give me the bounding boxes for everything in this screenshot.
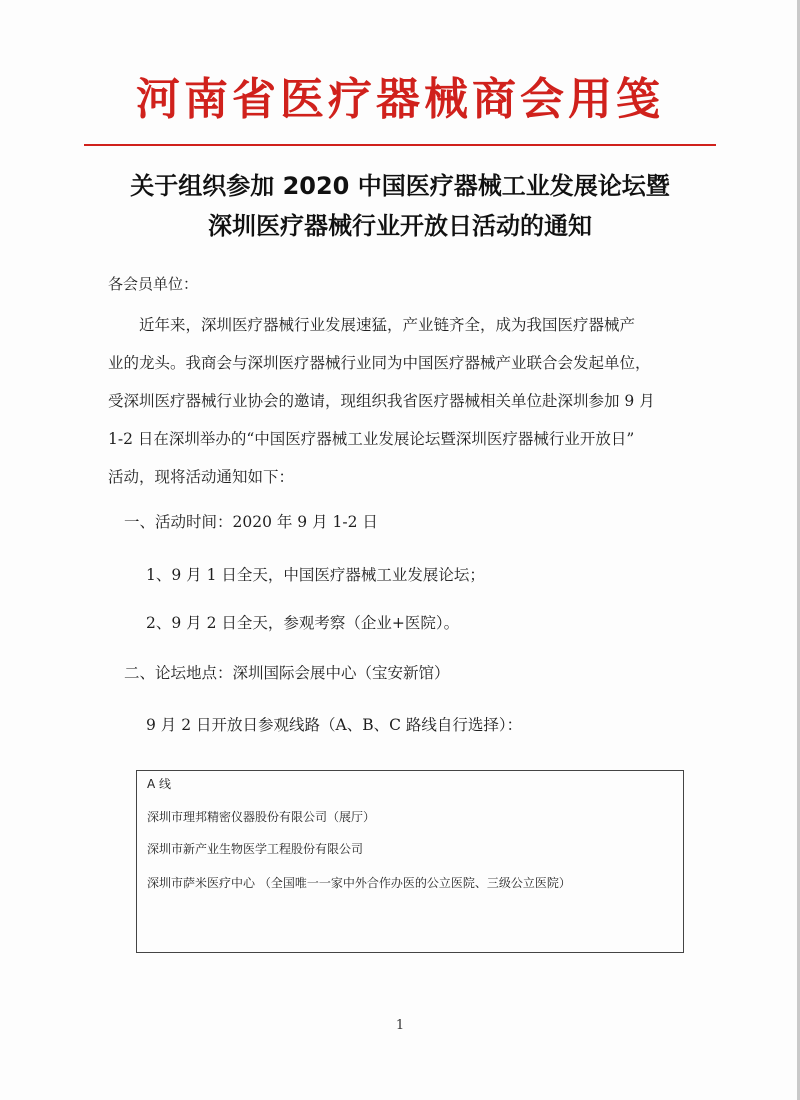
letterhead-rule (84, 144, 716, 146)
notice-title (0, 166, 800, 246)
letterhead-title: 河南省医疗器械商会用笺 (136, 74, 664, 125)
route-a-stop-2: 深圳市新产业生物医学工程股份有限公司 (147, 842, 364, 856)
time-item-1: 1、9 月 1 日全天，中国医疗器械工业发展论坛； (146, 566, 485, 584)
intro-line-5: 活动，现将活动通知如下： (108, 468, 295, 486)
route-a-box (136, 770, 684, 953)
salutation: 各会员单位： (108, 275, 199, 293)
notice-title-line-2: 深圳医疗器械行业开放日活动的通知 (208, 212, 592, 240)
intro-line-1: 近年来，深圳医疗器械行业发展速猛，产业链齐全，成为我国医疗器械产 (139, 316, 636, 334)
time-heading: 一、活动时间：2020 年 9 月 1-2 日 (124, 513, 378, 531)
route-a-stop-3: 深圳市萨米医疗中心 （全国唯一一家中外合作办医的公立医院、三级公立医院） (147, 876, 571, 890)
intro-line-4: 1-2 日在深圳举办的“中国医疗器械工业发展论坛暨深圳医疗器械行业开放日” (108, 430, 635, 448)
venue-heading: 二、论坛地点：深圳国际会展中心（宝安新馆） (124, 664, 450, 682)
route-a-label: A 线 (147, 777, 172, 791)
route-a-stop-1: 深圳市理邦精密仪器股份有限公司（展厅） (147, 810, 376, 824)
time-item-2: 2、9 月 2 日全天，参观考察（企业+医院）。 (146, 614, 460, 632)
intro-line-3: 受深圳医疗器械行业协会的邀请，现组织我省医疗器械相关单位赴深圳参加 9 月 (108, 392, 655, 410)
notice-title-line-1: 关于组织参加 2020 中国医疗器械工业发展论坛暨 (130, 172, 670, 200)
page-number: 1 (395, 1018, 405, 1033)
intro-line-2: 业的龙头。我商会与深圳医疗器械行业同为中国医疗器械产业联合会发起单位， (108, 354, 651, 372)
route-intro: 9 月 2 日开放日参观线路（A、B、C 路线自行选择）： (146, 716, 523, 734)
intro-paragraph (108, 306, 718, 496)
